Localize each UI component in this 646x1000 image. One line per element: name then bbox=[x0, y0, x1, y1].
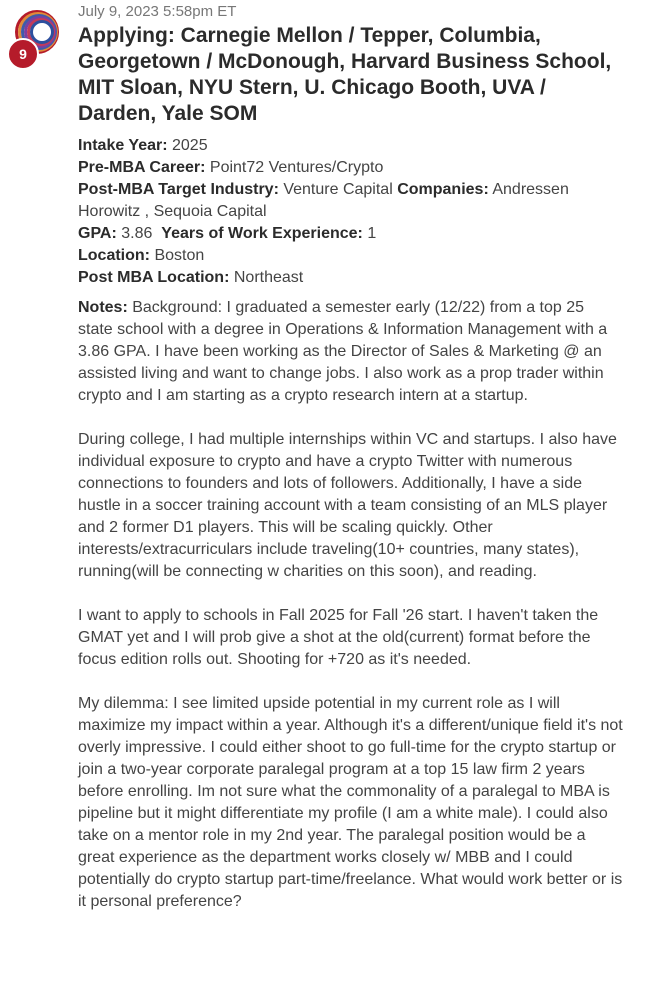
school-count-badge: 9 bbox=[7, 38, 39, 70]
notes-paragraph: I want to apply to schools in Fall 2025 for Fall '26 start. I haven't taken the GMAT yet and I will prob give a shot at the old(current) format before the focus edition rolls out. Shooting for +720 as it's needed. bbox=[78, 607, 599, 668]
intake-year-value: 2025 bbox=[172, 137, 208, 154]
post bbox=[78, 2, 623, 935]
notes-paragraph: During college, I had multiple internships within VC and startups. I also have individual exposure to crypto and have a crypto Twitter with numerous connections to founders and lots of followers. Additionally, I have a side hustle in a soccer training account with a team consisting of an MLS player and 2 former D1 players. This will be scaling quickly. Other interests/extracurriculars include traveling(10+ countries, many states), running(will be connecting w charities on this soon), and reading. bbox=[78, 431, 617, 580]
experience-value: 1 bbox=[367, 225, 377, 242]
pre-mba-value: Point72 Ventures/Crypto bbox=[209, 159, 384, 176]
location-label: Location: bbox=[78, 247, 150, 264]
companies-label: Companies: bbox=[397, 181, 489, 198]
school-ring bbox=[30, 20, 54, 44]
user-avatar[interactable] bbox=[5, 10, 57, 70]
location-value: Boston bbox=[154, 247, 205, 264]
notes-paragraph: My dilemma: I see limited upside potential in my current role as I will maximize my impact within a year. Although it's a different/unique field it's not overly impressive. I could either shoot to go full-time for the crypto startup or join a two-year corporate paralegal program at a top 15 law firm 2 years before enrolling. Im not sure what the commonality of a paralegal to MBA is pipeline but it might differentiate my profile (I am a white male). I could also take on a mentor role in my 2nd year. The paralegal position would be a great experience as the department works closely w/ MBB and I could potentially do crypto startup part-time/freelance. What would work better or is it personal preference? bbox=[78, 695, 623, 910]
post-notes bbox=[78, 297, 623, 913]
post-timestamp: July 9, 2023 5:58pm ET bbox=[78, 3, 237, 20]
gpa-label: GPA: bbox=[78, 225, 117, 242]
experience-label: Years of Work Experience: bbox=[161, 225, 363, 242]
intake-year-row bbox=[78, 135, 623, 157]
post-mba-location-label: Post MBA Location: bbox=[78, 269, 230, 286]
companies-value: Andressen Horowitz , Sequoia Capital bbox=[78, 181, 569, 220]
gpa-value: 3.86 bbox=[121, 225, 153, 242]
notes-paragraph bbox=[78, 297, 623, 407]
pre-mba-row bbox=[78, 157, 623, 179]
pre-mba-label: Pre-MBA Career: bbox=[78, 159, 206, 176]
gpa-row bbox=[78, 223, 623, 245]
location-row bbox=[78, 245, 623, 267]
notes-label: Notes: bbox=[78, 299, 128, 316]
post-mba-industry-label: Post-MBA Target Industry: bbox=[78, 181, 279, 198]
intake-year-label: Intake Year: bbox=[78, 137, 168, 154]
post-mba-industry-row bbox=[78, 179, 623, 223]
post-title: Applying: Carnegie Mellon / Tepper, Columbia, Georgetown / McDonough, Harvard Business School, MIT Sloan, NYU Stern, U. Chicago Booth, UVA / Darden, Yale SOM bbox=[78, 24, 612, 125]
post-mba-industry-value: Venture Capital bbox=[283, 181, 393, 198]
post-mba-location-row bbox=[78, 267, 623, 289]
notes-text: Background: I graduated a semester early (12/22) from a top 25 state school with a degree in Operations & Information Management with a 3.86 GPA. I have been working as the Director of Sales & Marketing @ an assisted living and want to change jobs. I also work as a prop trader within crypto and I am starting as a crypto research intern at a startup. bbox=[78, 299, 608, 404]
post-mba-location-value: Northeast bbox=[233, 269, 304, 286]
profile-fields bbox=[78, 135, 623, 289]
